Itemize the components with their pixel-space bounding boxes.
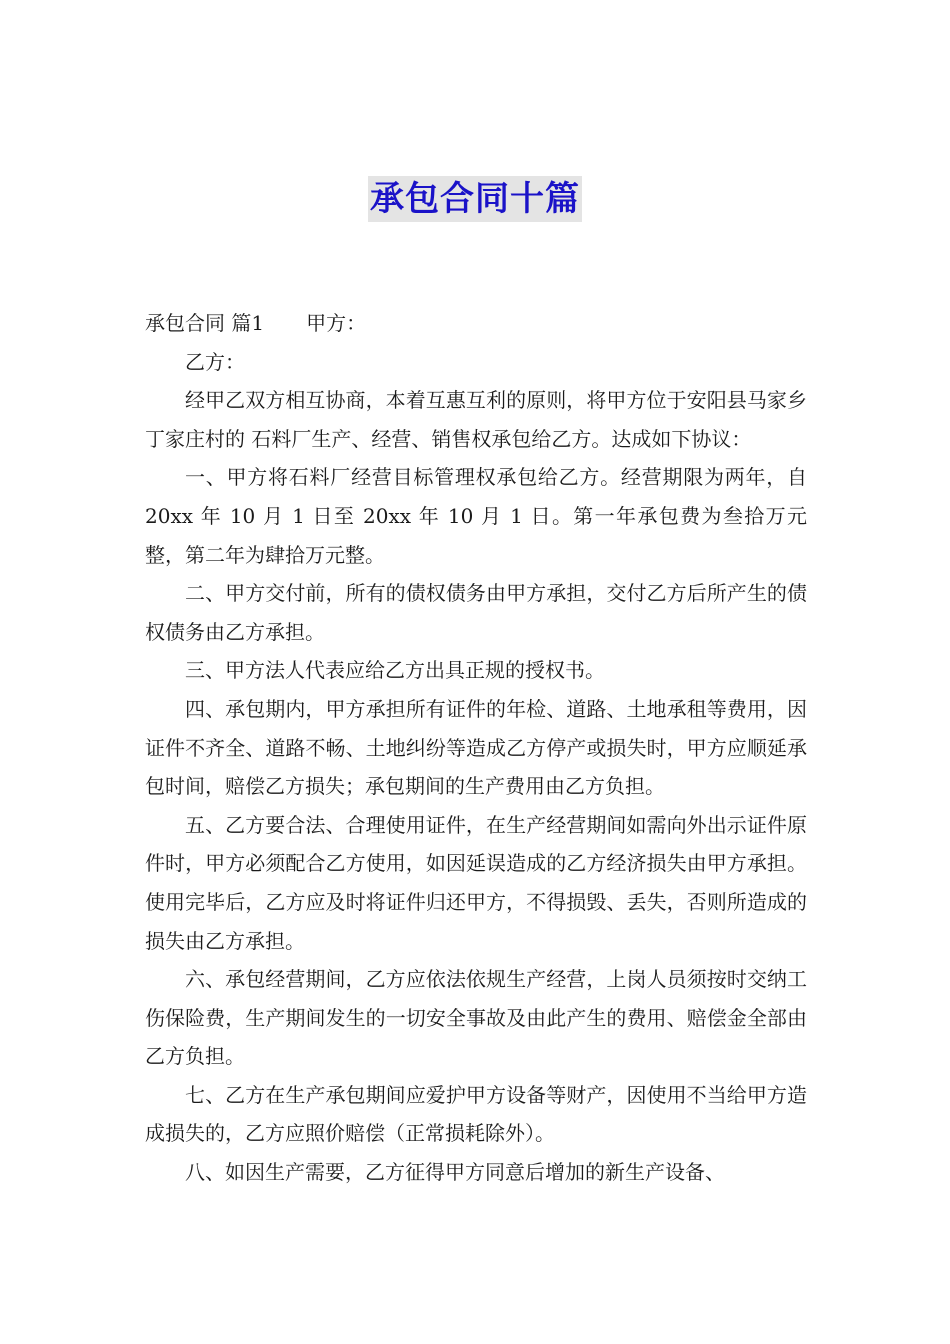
paragraph-clause-7: 七、乙方在生产承包期间应爱护甲方设备等财产，因使用不当给甲方造成损失的，乙方应照价赔偿（正常损耗除外）。 (145, 1082, 807, 1146)
document-title: 承包合同十篇 (368, 176, 582, 222)
paragraph-clause-4: 四、承包期内，甲方承担所有证件的年检、道路、土地承租等费用，因证件不齐全、道路不畅、土地纠纷等造成乙方停产或损失时，甲方应顺延承包时间，赔偿乙方损失；承包期间的生产费用由乙方负担。 (145, 696, 807, 799)
paragraph-clause-1: 一、甲方将石料厂经营目标管理权承包给乙方。经营期限为两年，自 20xx 年 10 月 1 日至 20xx 年 10 月 1 日。第一年承包费为叁拾万元整，第二年为肆拾万元整。 (145, 465, 807, 567)
paragraph-intro: 经甲乙双方相互协商，本着互惠互利的原则，将甲方位于安阳县马家乡丁家庄村的 石料厂生产、经营、销售权承包给乙方。达成如下协议： (145, 388, 807, 451)
section-heading: 承包合同 篇1 (145, 311, 265, 335)
paragraph-clause-6: 六、承包经营期间，乙方应依法依规生产经营，上岗人员须按时交纳工伤保险费，生产期间发生的一切安全事故及由此产生的费用、赔偿金全部由乙方负担。 (145, 967, 807, 1069)
section-heading-line (145, 304, 807, 343)
paragraph-clause-2: 二、甲方交付前，所有的债权债务由甲方承担，交付乙方后所产生的债权债务由乙方承担。 (145, 581, 807, 644)
paragraph-clause-5: 五、乙方要合法、合理使用证件，在生产经营期间如需向外出示证件原件时，甲方必须配合乙方使用，如因延误造成的乙方经济损失由甲方承担。使用完毕后，乙方应及时将证件归还甲方，不得损毁、丢失，否则所造成的损失由乙方承担。 (145, 812, 807, 953)
paragraph-clause-3: 三、甲方法人代表应给乙方出具正规的授权书。 (185, 658, 605, 683)
paragraph-clause-8: 八、如因生产需要，乙方征得甲方同意后增加的新生产设备、 (185, 1160, 725, 1185)
document-body (145, 304, 807, 1192)
party-a-label: 甲方： (306, 311, 367, 335)
party-b-label: 乙方： (185, 349, 245, 374)
title-container (0, 176, 950, 222)
